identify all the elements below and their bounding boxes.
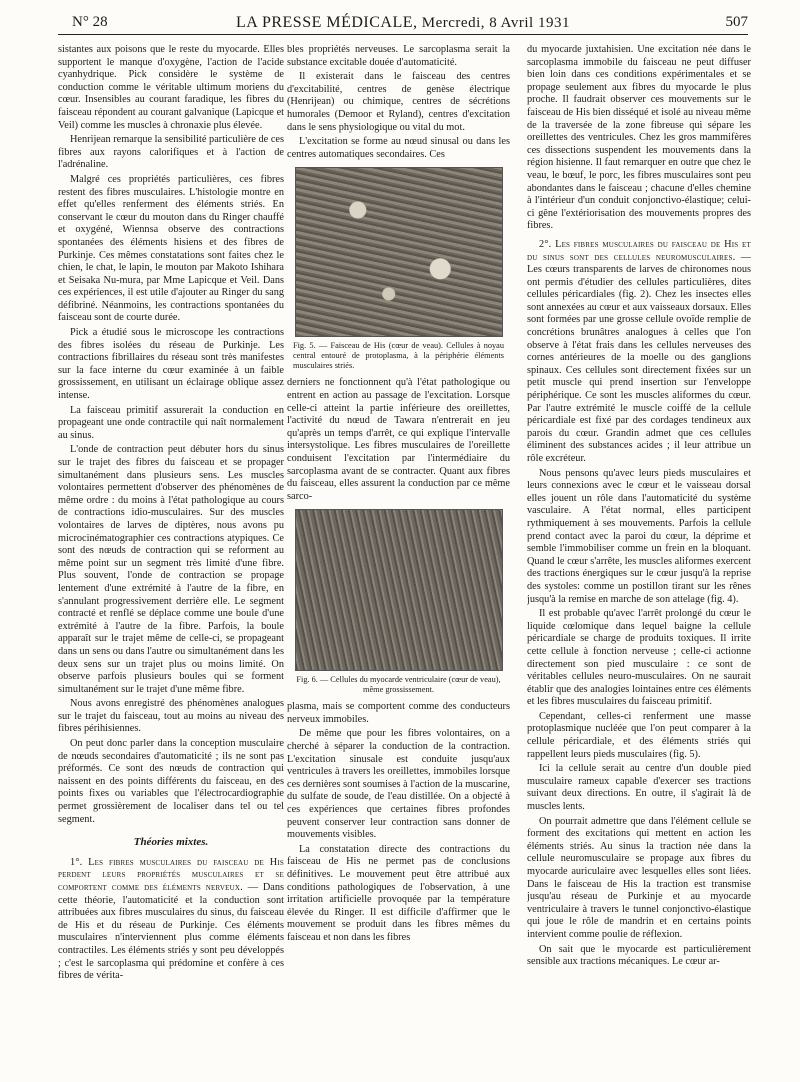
column-middle <box>287 44 510 1054</box>
paragraph <box>58 857 284 983</box>
paragraph: du myocarde juxtahisien. Une excitation née dans le sarcoplasma immobile du faisceau ne peut diffuser bien loin dans ces conditions expérimentales et se propage seulement aux fibres du myocarde le plus proche. Il faudrait observer ces mouvements sur le faisceau de His bien disséqué et isolé au niveau même de la traversée de la zone fibreuse qui sépare les oreillettes des ventricules. Chez les gros mammifères ces dissections suspendent les mouvements dans la région hisienne. Il faut remarquer en outre que chez le veau, le bœuf, le porc, les fibres musculaires sont peu abondantes dans le faisceau ; chacune d'elles chemine à l'intérieur d'un conduit conjonctivo-élastique; celui-ci gêne l'extériorisation des mouvements propres des fibres. <box>527 44 751 232</box>
paragraph: derniers ne fonctionnent qu'à l'état pathologique ou entrent en action au passage de l'excitation. Lorsque celle-ci atteint la partie inférieure des oreillettes, l'activité du nœud de Tawara n'entrerait en jeu qu'après un temps d'arrêt, ce qui explique l'intervalle intersystolique. Les fibres musculaires de l'oreillette conduisent l'excitation par l'intermédiaire du sarcoplasma avant de se contracter. Quant aux fibres du faisceau, elles assurent la conduction par ce même sarco- <box>287 377 510 502</box>
paragraph: Il est probable qu'avec l'arrêt prolongé du cœur le liquide cœlomique dans lequel baigne la cellule péricardiale se charge de produits toxiques. Il irrite cette cellule à fonction nerveuse ; celle-ci actionne directement son pied musculaire : ce sont de véritables cellules neuro-musculaires. On ne saurait établir que des analogies lointaines entre ces éléments et les fibres musculaires du faisceau primitif. <box>527 608 751 708</box>
paragraph: L'onde de contraction peut débuter hors du sinus sur le trajet des fibres du faisceau et se propager simultanément dans plusieurs sens. Les muscles volontaires permettent d'observer des phénomènes de même ordre : du moins à l'état pathologique au cours de contractions idio-musculaires. Sur des muscles volontaires de larves de diptères, nous avons pu microcinématographier ces contractions atypiques. Ce sont des nœuds de contraction qui se reforment au même point sur un segment très limité d'une fibre. Plus souvent, l'onde de contraction se propage lentement d'une extrémité à l'autre de la fibre, en s'annulant progressivement derrière elle. Le segment contracté et renflé se déplace comme une boule d'une extrémité à l'autre de la fibre. Parfois, la boule apparaît sur le trajet même de celle-ci, se propageant dans un sens ou dans l'autre ou simultanément dans les deux sens sur un trajet plus ou moins limité. On observe parfois plusieurs boules qui se forment simultanément sur le trajet d'une même fibre. <box>58 444 284 695</box>
paragraph: Malgré ces propriétés particulières, ces fibres restent des fibres musculaires. L'histologie montre en effet qu'elles renferment des éléments striés. En conservant le cœur du mouton dans du Ringer chauffé et oxygéné, Wiennsa observe des contractions spontanées des éléments hisiens et des fibres de Purkinje. Ces mêmes constatations sont faites chez le chien, le chat, le lapin, le mouton par Makoto Ishihara et Seisaka Nu-mura, par Mme Lapicque et Veil. Dans ces expériences, il est utile d'ajouter au Ringer du sang défibriné. Néanmoins, les contractions spontanées du faisceau sont de courte durée. <box>58 173 284 324</box>
paragraph: Il existerait dans le faisceau des centres d'excitabilité, centres de genèse électrique (Henrijean) ou chimique, centres de sécrétions humorales (Demoor et Ryland), centres d'excitation dans le sens physiologique ou vital du mot. <box>287 71 510 133</box>
paragraph <box>527 239 751 466</box>
subsection-lead: 1°. Les fibres musculaires du faisceau de His perdent leurs propriétés musculaires et se comportent comme des éléments nerveux. — <box>58 856 284 893</box>
subsection-lead: 2°. Les fibres musculaires du faisceau de His et du sinus sont des cellules neuromusculaires. <box>527 238 751 263</box>
paragraph: sistantes aux poisons que le reste du myocarde. Elles supportent le manque d'oxygène, l'action de l'acide cyanhydrique. Pick considère le système de conduction comme le véritable ultimum moriens du cœur. Insensibles au courant faradique, les fibres du faisceau répondent au courant galvanique (Lapicque et Veil) comme les muscles à chronaxie plus élevée. <box>58 44 284 131</box>
paragraph: bles propriétés nerveuses. Le sarcoplasma serait la substance excitable douée d'automaticité. <box>287 44 510 68</box>
paragraph: La constatation directe des contractions du faisceau de His ne permet pas de conclusions définitives. Le mouvement peut être attribué aux conditions pathologiques de l'observation, à une irritation artificielle provoquée par la température élevée du Ringer. Il est difficile d'affirmer que le mouvement se produit dans les fibres mêmes du faisceau et non dans les fibres <box>287 843 510 943</box>
paragraph-text: Dans cette théorie, l'automaticité et la conduction sont attribuées aux fibres musculaires du sinus, du faisceau de His et du réseau de Purkinje. Ces éléments musculaires n'interviennent plus comme éléments contractiles. Les éléments striés y sont peu développés ; c'est le sarcoplasma qui prédomine et confère à ces fibres de vérita- <box>58 882 284 982</box>
figure-6 <box>287 509 510 695</box>
micrograph-image <box>295 509 503 671</box>
publication-date: Mercredi, 8 Avril 1931 <box>421 15 570 31</box>
paragraph: On sait que le myocarde est particulièrement sensible aux tractions mécaniques. Le cœur ar- <box>527 943 751 968</box>
paragraph: On pourrait admettre que dans l'élément cellule se forment des excitations qui mettent en action les éléments striés. Au sinus la traction née dans la cellule neuromusculaire se propage aux fibres du myocarde auriculaire avec lesquelles elles sont liées. Dans le faisceau de His la traction est transmise jusqu'au réseau de Purkinje et au myocarde ventriculaire à travers le tunnel conjonctivo-élastique qui joue le rôle de mandrin et en certains points intervient comme poulie de réflexion. <box>527 815 751 940</box>
paragraph: La faisceau primitif assurerait la conduction en propageant une onde contractile qui naît normalement au sinus. <box>58 404 284 441</box>
paragraph: Ici la cellule serait au centre d'un double pied musculaire rameux capable d'exercer ses tractions suivant deux directions. En outre, il s'agirait là de muscles lents. <box>527 763 751 813</box>
paragraph: Pick a étudié sous le microscope les contractions des fibres isolées du réseau de Purkinje. Les contractions fibrillaires du réseau sont très manifestes sur la face interne du cœur examinée à un faible grossissement, en utilisant un éclairage oblique assez intense. <box>58 327 284 402</box>
paragraph: Nous avons enregistré des phénomènes analogues sur le trajet du faisceau, tout au moins au niveau des fibres périhisiennes. <box>58 698 284 735</box>
paragraph: Cependant, celles-ci renferment une masse protoplasmique nucléée que l'on peut comparer à la cellule péricardiale, et des éléments striés qui rappellent leurs pieds musculaires (fig. 5). <box>527 710 751 760</box>
page-header <box>58 12 748 35</box>
column-left <box>58 44 284 1054</box>
figure-caption: Fig. 6. — Cellules du myocarde ventriculaire (cœur de veau), même grossissement. <box>296 675 501 695</box>
paragraph: On peut donc parler dans la conception musculaire de nœuds secondaires d'automaticité ; ils ne sont pas préformés. Ce sont des nœuds de contraction qui naissent en des points différents du faisceau, en des points fixes ou variables que l'électrocardiographie permet grossièrement de localiser dans tel ou tel segment. <box>58 738 284 825</box>
paragraph: plasma, mais se comportent comme des conducteurs nerveux immobiles. <box>287 701 510 725</box>
paragraph: Henrijean remarque la sensibilité particulière de ces fibres aux rayons calorifiques et à l'action de l'adrénaline. <box>58 134 284 171</box>
page-number: 507 <box>725 14 748 30</box>
figure-caption: Fig. 5. — Faisceau de His (cœur de veau). Cellules à noyau central entouré de protoplasma, à la périphérie éléments musculaires striés. <box>293 341 504 371</box>
column-right <box>527 44 751 1054</box>
paragraph: L'excitation se forme au nœud sinusal ou dans les centres automatiques secondaires. Ces <box>287 136 510 160</box>
paragraph: Nous pensons qu'avec leurs pieds musculaires et leurs connexions avec le cœur et le vaisseau dorsal elles jouent un rôle dans l'automaticité du système vasculaire. A l'état normal, elles participent rythmiquement à ses mouvements. Parfois la cellule prend contact avec la paroi du cœur, la déprime et semble l'immobiliser comme un frein en la bloquant. Quand le cœur s'arrête, les muscles aliformes exercent des tractions énergiques sur le cœur jusqu'à la reprise des systoles: comme un postillon tirant sur les rênes jusqu'à la remise en marche de son attelage (fig. 4). <box>527 467 751 605</box>
micrograph-image <box>295 167 503 337</box>
paragraph-text: — Les cœurs transparents de larves de chironomes nous ont permis d'étudier des cellules particulières, dites cellules péricardiales (fig. 2). Chez les insectes elles sont annexées au cœur et aux vaisseaux dorsaux. Elles sont formées par une grosse cellule ovoïde remplie de concrétions brunâtres analogues à celles que l'on observe à l'état frais dans les cellules nerveuses des cornes antérieures de la moelle ou des ganglions spinaux. Ces cellules sont directement fixées sur un petit muscle qui prend insertion sur l'enveloppe périphérique. Ce sont les muscles aliformes du cœur. Par l'autre extrémité le muscle coiffé de la cellule péricardiale est fixé par des cordages tendineux aux parois du cœur. Grandin admet que ces cellules éliminent des substances acides ; il leur attribue un rôle excréteur. <box>527 251 751 464</box>
publication-title <box>58 14 748 32</box>
issue-number: N° 28 <box>72 14 108 30</box>
publication-name: LA PRESSE MÉDICALE, <box>236 14 418 31</box>
figure-5 <box>287 167 510 371</box>
paragraph: De même que pour les fibres volontaires, on a cherché à séparer la conduction de la contraction. L'excitation sinusale est conduite jusqu'aux ventricules à travers les oreillettes, immobiles lorsque ces dernières sont soumises à l'action de la muscarine, du sulfate de soude, de l'eau distillée. On a objecté à ces expériences que certaines fibres profondes peuvent conserver leur contraction sans donner de mouvements visibles. <box>287 728 510 841</box>
section-heading: Théories mixtes. <box>133 836 209 849</box>
